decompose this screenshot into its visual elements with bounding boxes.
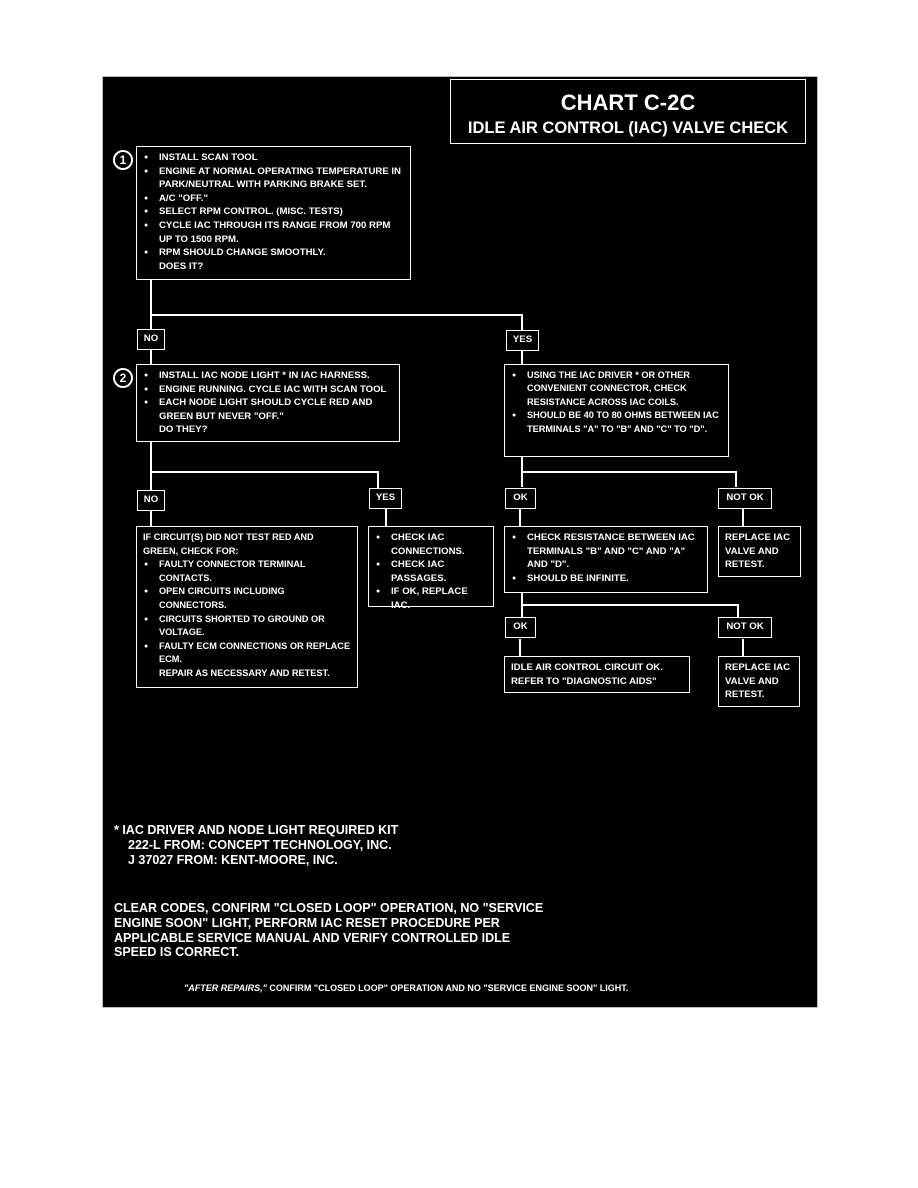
clear-codes-note: CLEAR CODES, CONFIRM "CLOSED LOOP" OPERATION, NO "SERVICE ENGINE SOON" LIGHT, PERFORM IAC RESET PROCEDURE PER APPLICABLE SERVICE MANUAL AND VERIFY CONTROLLED IDLE SPEED IS CORRECT.	[114, 901, 544, 960]
terminal-resistance-item: ● SHOULD BE INFINITE.	[511, 572, 701, 586]
circuit-ok-text: IDLE AIR CONTROL CIRCUIT OK. REFER TO "DIAGNOSTIC AIDS"	[511, 662, 663, 687]
connector-10	[522, 593, 738, 617]
label-yes-2: YES	[369, 488, 402, 509]
replace-iac-text-1: REPLACE IAC VALVE AND RETEST.	[725, 532, 791, 571]
chart-title-box	[450, 79, 806, 144]
step-2-marker: 2	[113, 368, 133, 388]
step-1-item: ● CYCLE IAC THROUGH ITS RANGE FROM 700 RPM UP TO 1500 RPM.	[143, 219, 404, 246]
iac-check-item: ● CHECK IAC PASSAGES.	[375, 558, 487, 585]
replace-iac-text-2: REPLACE IAC VALVE AND RETEST.	[725, 662, 791, 701]
iac-check-item: ● IF OK, REPLACE IAC.	[375, 585, 487, 612]
connector-4	[151, 442, 378, 488]
terminal-resistance-item: ● CHECK RESISTANCE BETWEEN IAC TERMINALS "B" AND "C" AND "A" AND "D".	[511, 531, 701, 572]
circuit-check-item: ● FAULTY CONNECTOR TERMINAL CONTACTS.	[143, 558, 351, 585]
circuit-check-tail: REPAIR AS NECESSARY AND RETEST.	[159, 667, 330, 678]
step-1-item: ● SELECT RPM CONTROL. (MISC. TESTS)	[143, 205, 404, 219]
circuit-check-lead: IF CIRCUIT(S) DID NOT TEST RED AND GREEN, CHECK FOR:	[143, 532, 314, 556]
step-2-item: ● INSTALL IAC NODE LIGHT * IN IAC HARNESS.	[143, 369, 393, 383]
step-1-question: DOES IT?	[159, 260, 204, 272]
connector-1	[151, 280, 522, 330]
step-1-item: ● ENGINE AT NORMAL OPERATING TEMPERATURE IN PARK/NEUTRAL WITH PARKING BRAKE SET.	[143, 165, 404, 192]
coil-resistance-box	[504, 364, 729, 457]
kit-note-line-2: 222-L FROM: CONCEPT TECHNOLOGY, INC.	[128, 837, 392, 852]
kit-note-line-3: J 37027 FROM: KENT-MOORE, INC.	[128, 852, 338, 867]
kit-note	[114, 823, 398, 867]
label-no-1: NO	[137, 329, 165, 350]
label-not-ok-2: NOT OK	[718, 617, 772, 638]
chart-subtitle: IDLE AIR CONTROL (IAC) VALVE CHECK	[467, 119, 789, 137]
label-ok-2: OK	[505, 617, 536, 638]
label-yes-1: YES	[506, 330, 539, 351]
step-1-item: ● RPM SHOULD CHANGE SMOOTHLY.	[143, 246, 404, 260]
chart-title: CHART C-2C	[560, 90, 696, 115]
step-2-box	[136, 364, 400, 442]
coil-resistance-item: ● USING THE IAC DRIVER * OR OTHER CONVENIENT CONNECTOR, CHECK RESISTANCE ACROSS IAC COILS.	[511, 369, 722, 409]
step-1-item: ● A/C "OFF."	[143, 192, 404, 206]
circuit-check-item: ● OPEN CIRCUITS INCLUDING CONNECTORS.	[143, 585, 351, 612]
iac-check-box	[368, 526, 494, 611]
kit-note-line-1: * IAC DRIVER AND NODE LIGHT REQUIRED KIT	[114, 823, 399, 837]
circuit-ok-box	[504, 656, 690, 693]
after-repairs-footer	[184, 983, 628, 993]
circuit-check-item: ● FAULTY ECM CONNECTIONS OR REPLACE ECM.	[143, 640, 351, 667]
iac-check-item: ● CHECK IAC CONNECTIONS.	[375, 531, 487, 558]
step-1-marker: 1	[113, 150, 133, 170]
step-1-box	[136, 146, 411, 280]
after-repairs-text: CONFIRM "CLOSED LOOP" OPERATION AND NO "SERVICE ENGINE SOON" LIGHT.	[266, 983, 629, 993]
replace-iac-box-1	[718, 526, 801, 577]
connector-5	[522, 457, 736, 487]
coil-resistance-item: ● SHOULD BE 40 TO 80 OHMS BETWEEN IAC TERMINALS "A" TO "B" AND "C" TO "D".	[511, 409, 722, 436]
step-2-item: ● EACH NODE LIGHT SHOULD CYCLE RED AND GREEN BUT NEVER "OFF."	[143, 396, 393, 423]
step-1-item: ● INSTALL SCAN TOOL	[143, 151, 404, 165]
after-repairs-emphasis: "AFTER REPAIRS,"	[184, 983, 267, 993]
label-not-ok-1: NOT OK	[718, 488, 772, 509]
step-2-question: DO THEY?	[159, 424, 208, 436]
label-ok-1: OK	[505, 488, 536, 509]
circuit-check-item: ● CIRCUITS SHORTED TO GROUND OR VOLTAGE.	[143, 613, 351, 640]
label-no-2: NO	[137, 490, 165, 511]
step-2-item: ● ENGINE RUNNING. CYCLE IAC WITH SCAN TOOL	[143, 383, 393, 397]
terminal-resistance-box	[504, 526, 708, 593]
replace-iac-box-2	[718, 656, 800, 707]
circuit-check-box	[136, 526, 358, 688]
